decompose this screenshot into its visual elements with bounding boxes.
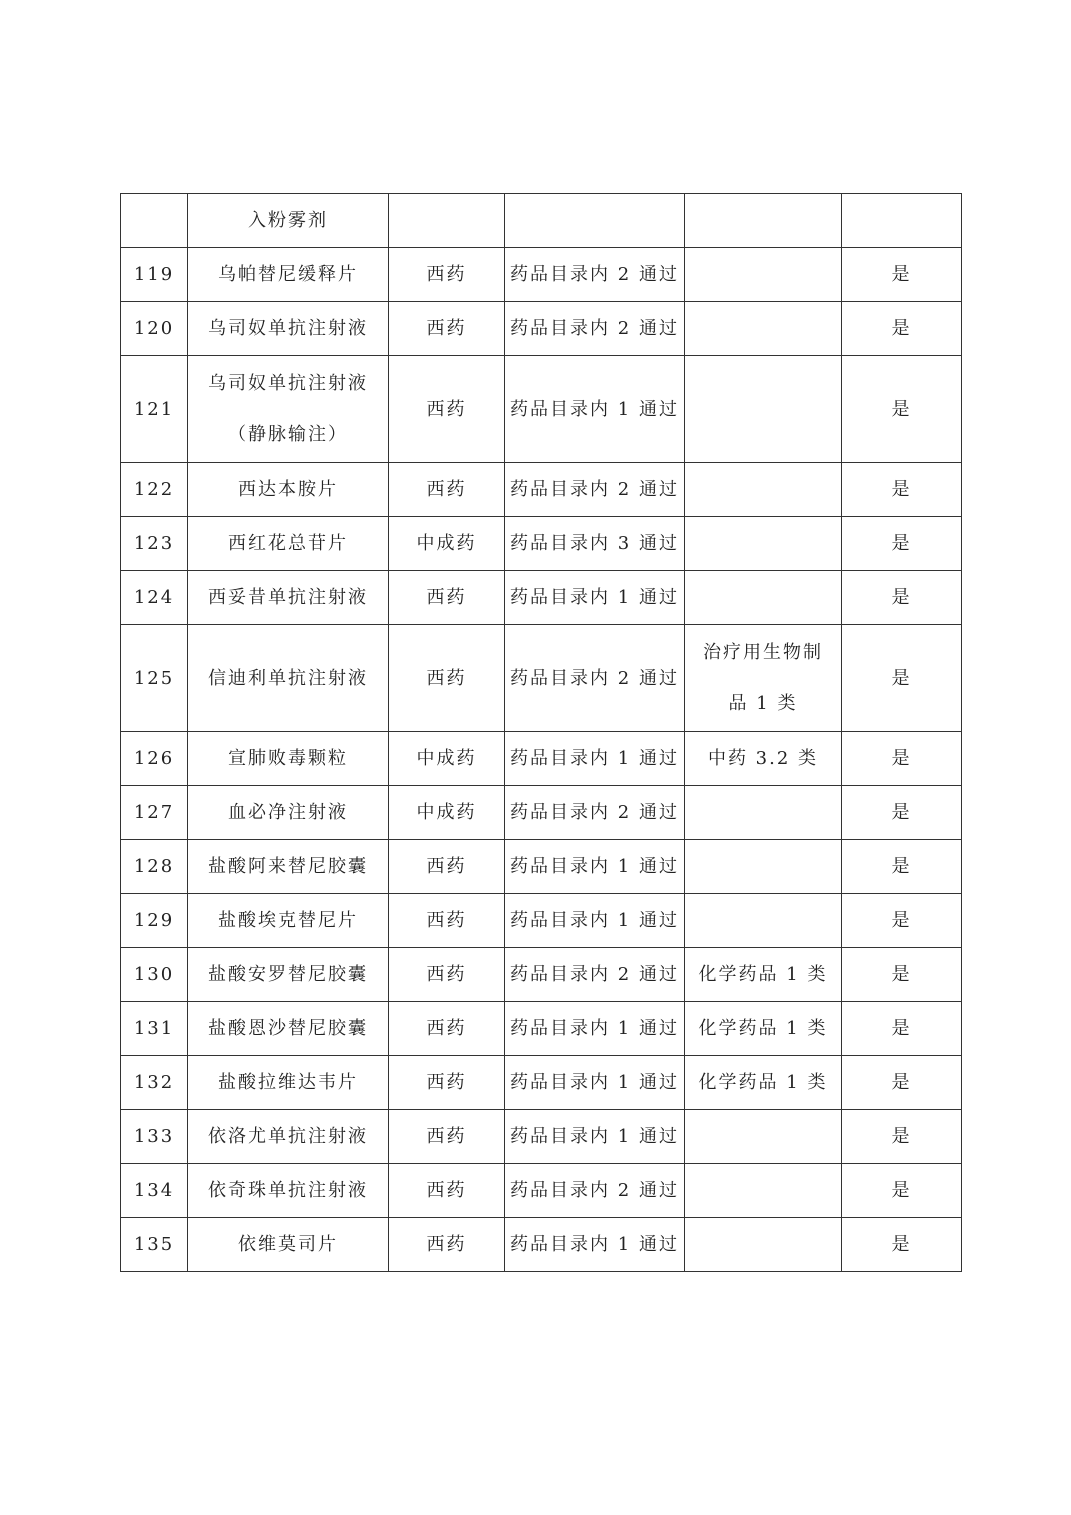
flag-cell: 是 — [842, 732, 962, 786]
row-number-cell: 121 — [121, 356, 188, 463]
flag-cell: 是 — [842, 894, 962, 948]
drug-name-cell — [188, 248, 389, 302]
review-result-cell: 药品目录内 2 通过 — [505, 1164, 685, 1218]
registration-class-cell-line: 治疗用生物制 — [703, 642, 823, 663]
drug-name-cell-line: 信迪利单抗注射液 — [208, 667, 368, 689]
registration-class-cell — [685, 894, 842, 948]
row-number-cell: 126 — [121, 732, 188, 786]
registration-class-cell — [685, 1002, 842, 1056]
drug-name-cell — [188, 1056, 389, 1110]
drug-name-cell-line: 西妥昔单抗注射液 — [208, 587, 368, 608]
drug-name-cell — [188, 894, 389, 948]
drug-name-cell-line: 依洛尤单抗注射液 — [208, 1126, 368, 1147]
row-number-cell: 124 — [121, 571, 188, 625]
row-number-cell: 122 — [121, 463, 188, 517]
registration-class-cell — [685, 732, 842, 786]
drug-name-cell-line: 乌司奴单抗注射液 — [208, 318, 368, 339]
drug-name-cell-line: 乌帕替尼缓释片 — [218, 264, 358, 285]
review-result-cell: 药品目录内 1 通过 — [505, 1056, 685, 1110]
flag-cell: 是 — [842, 1056, 962, 1110]
review-result-cell: 药品目录内 1 通过 — [505, 894, 685, 948]
drug-name-cell — [188, 948, 389, 1002]
review-result-cell: 药品目录内 1 通过 — [505, 1218, 685, 1272]
table-row — [121, 463, 962, 517]
row-number-cell: 128 — [121, 840, 188, 894]
registration-class-cell-line: 中药 3.2 类 — [707, 748, 819, 769]
flag-cell: 是 — [842, 840, 962, 894]
drug-type-cell: 西药 — [389, 463, 505, 517]
drug-type-cell: 中成药 — [389, 732, 505, 786]
table-row — [121, 1056, 962, 1110]
drug-name-cell — [188, 1218, 389, 1272]
drug-name-cell-line: 盐酸阿来替尼胶囊 — [208, 856, 368, 877]
registration-class-cell — [685, 463, 842, 517]
row-number-cell: 123 — [121, 517, 188, 571]
flag-cell: 是 — [842, 571, 962, 625]
registration-class-cell — [685, 1056, 842, 1110]
drug-name-cell — [188, 732, 389, 786]
flag-cell: 是 — [842, 1218, 962, 1272]
table-row — [121, 894, 962, 948]
table-body — [121, 194, 962, 1272]
drug-name-cell-line: 乌司奴单抗注射液 — [208, 373, 368, 394]
row-number-cell: 131 — [121, 1002, 188, 1056]
row-number-cell: 135 — [121, 1218, 188, 1272]
table-row — [121, 1110, 962, 1164]
drug-list-table — [120, 193, 962, 1272]
row-number-cell: 133 — [121, 1110, 188, 1164]
drug-name-cell — [188, 786, 389, 840]
drug-name-cell — [188, 1110, 389, 1164]
drug-type-cell: 西药 — [389, 571, 505, 625]
registration-class-cell — [685, 571, 842, 625]
flag-cell: 是 — [842, 948, 962, 1002]
registration-class-cell — [685, 948, 842, 1002]
drug-name-cell-line: （静脉输注） — [228, 424, 348, 445]
flag-cell: 是 — [842, 463, 962, 517]
table-row — [121, 356, 962, 463]
table-row — [121, 571, 962, 625]
review-result-cell: 药品目录内 2 通过 — [505, 948, 685, 1002]
flag-cell: 是 — [842, 1002, 962, 1056]
drug-name-cell — [188, 625, 389, 732]
table-row — [121, 302, 962, 356]
table-row — [121, 625, 962, 732]
row-number-cell: 129 — [121, 894, 188, 948]
drug-name-cell — [188, 517, 389, 571]
drug-name-cell-line: 血必净注射液 — [228, 802, 348, 823]
drug-type-cell — [389, 194, 505, 248]
drug-name-cell-line: 西红花总苷片 — [228, 533, 348, 554]
registration-class-cell-line: 化学药品 1 类 — [698, 1018, 828, 1039]
drug-name-cell-line: 西达本胺片 — [238, 479, 338, 500]
drug-type-cell: 西药 — [389, 1056, 505, 1110]
drug-name-cell — [188, 1164, 389, 1218]
drug-name-cell-line: 宣肺败毒颗粒 — [228, 748, 348, 769]
drug-type-cell: 西药 — [389, 625, 505, 732]
review-result-cell: 药品目录内 1 通过 — [505, 1110, 685, 1164]
flag-cell: 是 — [842, 1110, 962, 1164]
review-result-cell: 药品目录内 2 通过 — [505, 625, 685, 732]
table-row — [121, 248, 962, 302]
row-number-cell: 120 — [121, 302, 188, 356]
review-result-cell: 药品目录内 1 通过 — [505, 356, 685, 463]
drug-type-cell: 西药 — [389, 302, 505, 356]
review-result-cell: 药品目录内 1 通过 — [505, 732, 685, 786]
row-number-cell: 127 — [121, 786, 188, 840]
drug-name-cell — [188, 356, 389, 463]
registration-class-cell-line: 品 1 类 — [728, 693, 798, 714]
registration-class-cell-line: 化学药品 1 类 — [698, 1072, 828, 1093]
drug-name-cell-line: 入粉雾剂 — [248, 210, 328, 231]
flag-cell: 是 — [842, 517, 962, 571]
registration-class-cell — [685, 1218, 842, 1272]
drug-name-cell — [188, 302, 389, 356]
drug-name-cell-line: 盐酸埃克替尼片 — [218, 910, 358, 931]
review-result-cell — [505, 194, 685, 248]
review-result-cell: 药品目录内 2 通过 — [505, 786, 685, 840]
registration-class-cell — [685, 194, 842, 248]
registration-class-cell — [685, 1110, 842, 1164]
table-row — [121, 732, 962, 786]
review-result-cell: 药品目录内 2 通过 — [505, 248, 685, 302]
table-row — [121, 194, 962, 248]
registration-class-cell — [685, 786, 842, 840]
drug-name-cell-line: 依维莫司片 — [238, 1234, 338, 1255]
drug-type-cell: 西药 — [389, 248, 505, 302]
flag-cell: 是 — [842, 302, 962, 356]
registration-class-cell — [685, 840, 842, 894]
registration-class-cell — [685, 625, 842, 732]
drug-name-cell-line: 依奇珠单抗注射液 — [208, 1180, 368, 1201]
drug-type-cell: 西药 — [389, 840, 505, 894]
drug-name-cell — [188, 571, 389, 625]
registration-class-cell — [685, 1164, 842, 1218]
registration-class-cell — [685, 248, 842, 302]
flag-cell: 是 — [842, 248, 962, 302]
drug-name-cell — [188, 463, 389, 517]
drug-type-cell: 中成药 — [389, 517, 505, 571]
drug-name-cell-line: 盐酸安罗替尼胶囊 — [208, 964, 368, 985]
flag-cell — [842, 194, 962, 248]
row-number-cell: 130 — [121, 948, 188, 1002]
drug-name-cell — [188, 1002, 389, 1056]
drug-type-cell: 西药 — [389, 1002, 505, 1056]
drug-type-cell: 西药 — [389, 948, 505, 1002]
review-result-cell: 药品目录内 2 通过 — [505, 463, 685, 517]
table-row — [121, 517, 962, 571]
row-number-cell — [121, 194, 188, 248]
table-row — [121, 840, 962, 894]
drug-type-cell: 西药 — [389, 356, 505, 463]
drug-name-cell-line: 盐酸拉维达韦片 — [218, 1072, 358, 1093]
drug-type-cell: 西药 — [389, 894, 505, 948]
row-number-cell: 132 — [121, 1056, 188, 1110]
row-number-cell: 119 — [121, 248, 188, 302]
registration-class-cell — [685, 517, 842, 571]
flag-cell: 是 — [842, 1164, 962, 1218]
table-row — [121, 786, 962, 840]
table-row — [121, 1218, 962, 1272]
table-row — [121, 1164, 962, 1218]
review-result-cell: 药品目录内 3 通过 — [505, 517, 685, 571]
row-number-cell: 134 — [121, 1164, 188, 1218]
drug-name-cell — [188, 194, 389, 248]
registration-class-cell — [685, 302, 842, 356]
review-result-cell: 药品目录内 1 通过 — [505, 1002, 685, 1056]
drug-type-cell: 西药 — [389, 1110, 505, 1164]
table-row — [121, 948, 962, 1002]
registration-class-cell — [685, 356, 842, 463]
flag-cell: 是 — [842, 786, 962, 840]
drug-type-cell: 西药 — [389, 1218, 505, 1272]
drug-type-cell: 西药 — [389, 1164, 505, 1218]
review-result-cell: 药品目录内 2 通过 — [505, 302, 685, 356]
flag-cell: 是 — [842, 356, 962, 463]
drug-type-cell: 中成药 — [389, 786, 505, 840]
registration-class-cell-line: 化学药品 1 类 — [698, 964, 828, 985]
row-number-cell: 125 — [121, 625, 188, 732]
flag-cell: 是 — [842, 625, 962, 732]
review-result-cell: 药品目录内 1 通过 — [505, 840, 685, 894]
drug-name-cell — [188, 840, 389, 894]
drug-name-cell-line: 盐酸恩沙替尼胶囊 — [208, 1018, 368, 1039]
table-row — [121, 1002, 962, 1056]
review-result-cell: 药品目录内 1 通过 — [505, 571, 685, 625]
